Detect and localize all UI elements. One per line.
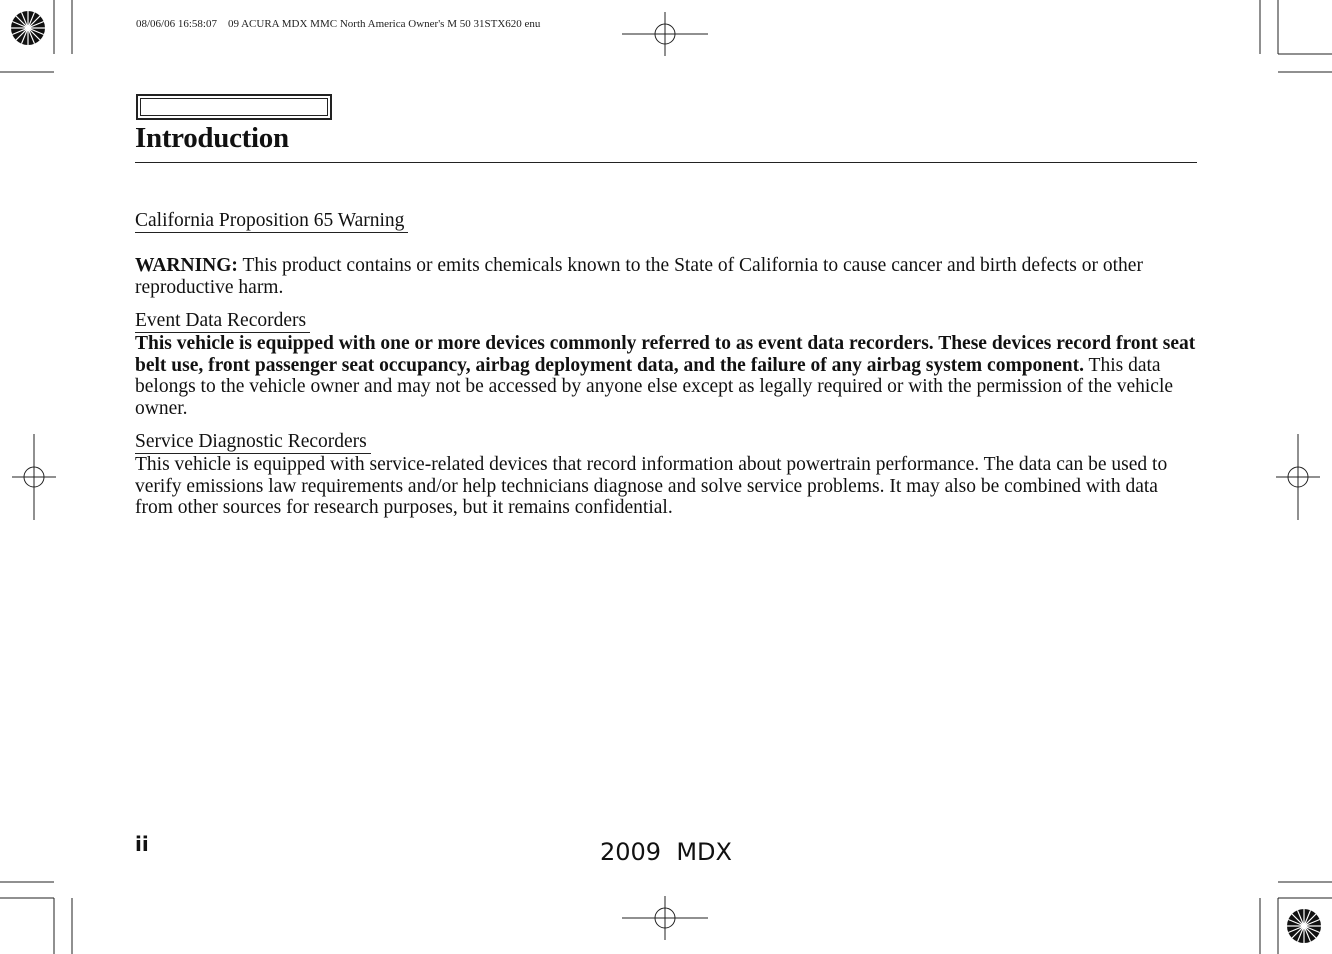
crosshair-bottom (622, 896, 708, 940)
prop65-paragraph (135, 255, 1197, 298)
page-title: Introduction (135, 122, 289, 154)
section-tab-box (136, 94, 332, 120)
page-number: ii (135, 832, 149, 856)
prop65-body: This product contains or emits chemicals known to the State of California to cause cancer and birth defects or other reproductive harm. (135, 255, 1143, 298)
starburst-top-left (11, 11, 45, 45)
event-data-paragraph (135, 333, 1197, 419)
model-footer: 2009 MDX (600, 838, 732, 866)
section-heading-event-data: Event Data Recorders (135, 310, 310, 333)
section-service-diag (135, 431, 1197, 519)
crosshair-right (1276, 434, 1320, 520)
section-heading-service-diag: Service Diagnostic Recorders (135, 431, 371, 454)
print-job-info: 08/06/06 16:58:07 09 ACURA MDX MMC North America Owner's M 50 31STX620 enu (136, 18, 541, 30)
section-event-data (135, 310, 1197, 419)
crosshair-top (622, 12, 708, 56)
section-heading-prop65: California Proposition 65 Warning (135, 210, 408, 233)
crosshair-left (12, 434, 56, 520)
section-prop65 (135, 210, 1197, 298)
page-content (135, 210, 1197, 519)
warning-lead: WARNING: (135, 255, 238, 276)
starburst-bottom-right (1287, 909, 1321, 943)
title-rule (135, 162, 1197, 163)
event-data-bold: This vehicle is equipped with one or more devices commonly referred to as event data recorders. These devices record front seat belt use, front passenger seat occupancy, airbag deployment data, and the failure of any airbag system component. (135, 333, 1196, 376)
event-data-body: This data belongs to the vehicle owner and may not be accessed by anyone else except as legally required or with the permission of the vehicle owner. (135, 354, 1174, 419)
service-diag-paragraph: This vehicle is equipped with service-related devices that record information about powertrain performance. The data can be used to verify emissions law requirements and/or help technicians diagnose and solve service problems. It may also be combined with data from other sources for research purposes, but it remains confidential. (135, 454, 1168, 518)
